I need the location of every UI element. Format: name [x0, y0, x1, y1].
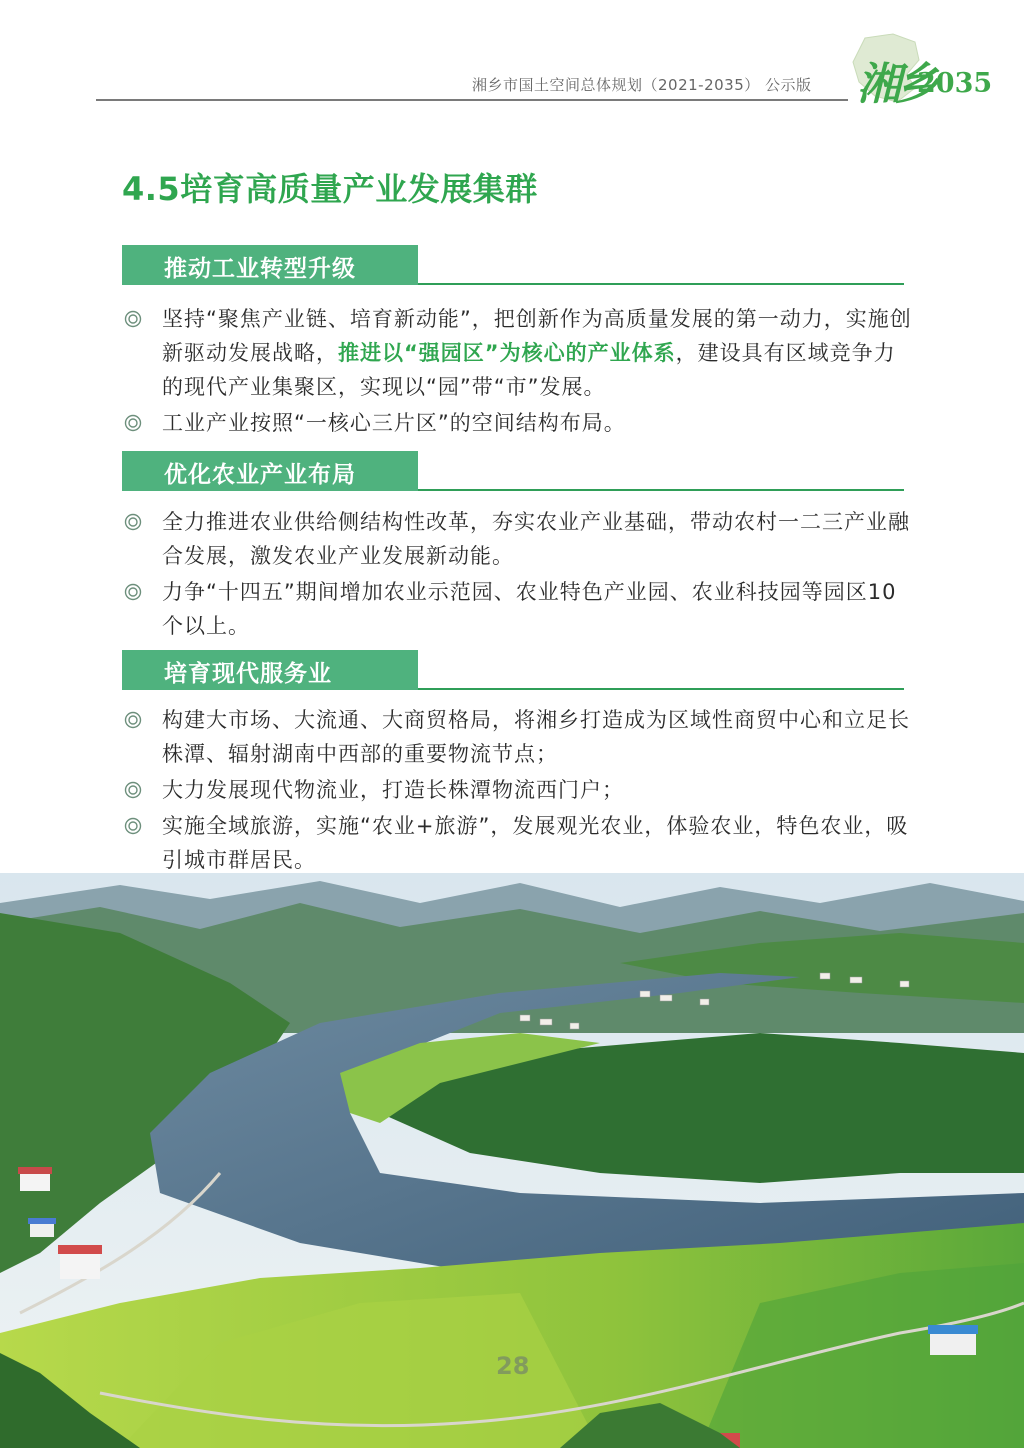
- list-item: [122, 703, 912, 771]
- list-item: [122, 505, 912, 573]
- logo-script: 湘乡: [857, 59, 933, 110]
- section-header-services: [122, 650, 904, 690]
- bullet-text: 工业产业按照“一核心三片区”的空间结构布局。: [162, 411, 626, 435]
- logo-year: 2035: [917, 68, 993, 99]
- bullet-list-agriculture: [122, 505, 912, 645]
- bullet-text: 坚持“聚焦产业链、培育新动能”，把创新作为高质量发展的第一动力，实施创新驱动发展战略，: [162, 307, 912, 365]
- double-circle-bullet-icon: [124, 310, 142, 328]
- section-header-industry: [122, 245, 904, 285]
- bullet-text: 力争“十四五”期间增加农业示范园、农业特色产业园、农业科技园等园区10个以上。: [162, 580, 897, 638]
- header-rule: [96, 99, 848, 101]
- section-title: 培育现代服务业: [164, 661, 332, 687]
- double-circle-bullet-icon: [124, 513, 142, 531]
- bullet-text-tail: ，建设具有区域竞争力的现代产业集聚区，实现以“园”带“市”发展。: [162, 341, 896, 399]
- page-title: 4.5培育高质量产业发展集群: [122, 170, 538, 208]
- list-item: [122, 575, 912, 643]
- double-circle-bullet-icon: [124, 711, 142, 729]
- bullet-list-industry: [122, 302, 912, 442]
- logo: [845, 30, 1005, 110]
- section-title: 优化农业产业布局: [164, 462, 356, 488]
- bullet-highlight: 推进以“强园区”为核心的产业体系: [338, 341, 676, 365]
- section-header-agriculture: [122, 451, 904, 491]
- double-circle-bullet-icon: [124, 414, 142, 432]
- section-rule: [418, 688, 904, 690]
- running-header: 湘乡市国土空间总体规划（2021-2035） 公示版: [472, 76, 812, 94]
- bullet-text: 全力推进农业供给侧结构性改革，夯实农业产业基础，带动农村一二三产业融合发展，激发农业产业发展新动能。: [162, 510, 910, 568]
- section-rule: [418, 489, 904, 491]
- list-item: [122, 773, 912, 807]
- double-circle-bullet-icon: [124, 817, 142, 835]
- bullet-text: 实施全域旅游，实施“农业+旅游”，发展观光农业，体验农业，特色农业，吸引城市群居民。: [162, 814, 909, 872]
- double-circle-bullet-icon: [124, 583, 142, 601]
- bullet-list-services: [122, 703, 912, 879]
- double-circle-bullet-icon: [124, 781, 142, 799]
- bullet-text: 大力发展现代物流业，打造长株潭物流西门户；: [162, 778, 624, 802]
- list-item: [122, 809, 912, 877]
- section-rule: [418, 283, 904, 285]
- list-item: [122, 302, 912, 404]
- list-item: [122, 406, 912, 440]
- bullet-text: 构建大市场、大流通、大商贸格局，将湘乡打造成为区域性商贸中心和立足长株潭、辐射湖南中西部的重要物流节点；: [162, 708, 910, 766]
- section-title: 推动工业转型升级: [164, 256, 356, 282]
- page-number: 28: [496, 1352, 530, 1380]
